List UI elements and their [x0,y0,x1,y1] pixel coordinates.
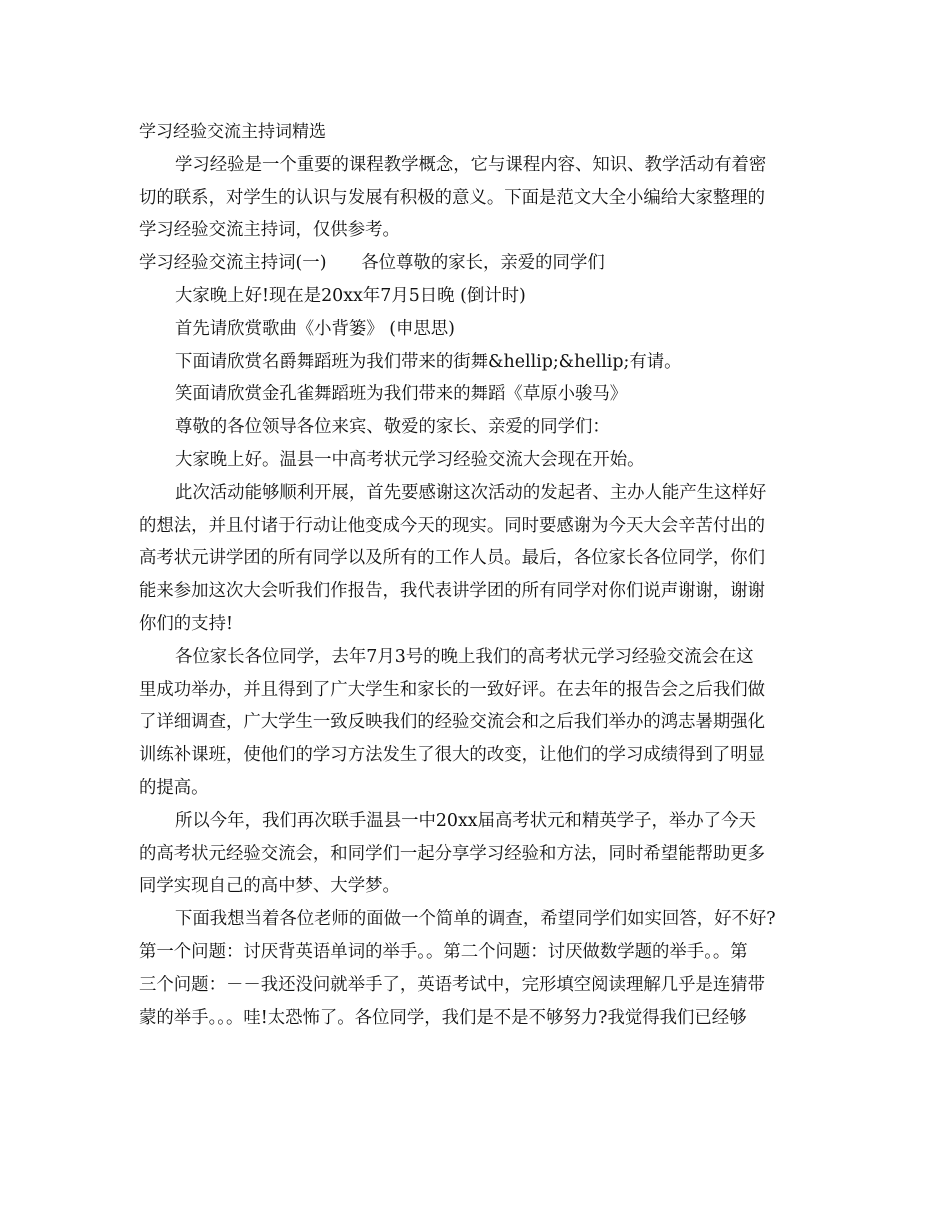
text-line: 各位家长各位同学，去年7月3号的晚上我们的高考状元学习经验交流会在这 [175,646,754,667]
text-line: 第一个问题：讨厌背英语单词的举手。。第二个问题：讨厌做数学题的举手。。第 [139,941,748,962]
text-line: 切的联系，对学生的认识与发展有积极的意义。下面是范文大全小编给大家整理的 [139,187,766,208]
document-title: 学习经验交流主持词精选 [139,122,326,142]
text-line: 大家晚上好!现在是20xx年7月5日晚 (倒计时) [175,285,526,306]
text-line: 里成功举办，并且得到了广大学生和家长的一致好评。在去年的报告会之后我们做 [139,679,766,700]
text-line: 蒙的举手。。。哇!太恐怖了。各位同学，我们是不是不够努力?我觉得我们已经够 [139,1007,747,1028]
text-line: 尊敬的各位领导各位来宾、敬爱的家长、亲爱的同学们： [175,417,610,438]
text-line: 的提高。 [139,777,209,798]
text-line: 高考状元讲学团的所有同学以及所有的工作人员。最后，各位家长各位同学，你们 [139,548,766,569]
text-line: 学习经验交流主持词(一) 各位尊敬的家长，亲爱的同学们 [139,253,605,274]
text-line: 训练补课班，使他们的学习方法发生了很大的改变，让他们的学习成绩得到了明显 [139,745,766,766]
text-line: 同学实现自己的高中梦、大学梦。 [139,876,400,897]
text-line: 首先请欣赏歌曲《小背篓》 (申思思) [175,318,455,339]
text-line: 三个问题：－－我还没问就举手了，英语考试中，完形填空阅读理解几乎是连猜带 [139,974,766,995]
text-line: 下面请欣赏名爵舞蹈班为我们带来的街舞&hellip;&hellip;有请。 [175,351,682,372]
text-line: 大家晚上好。温县一中高考状元学习经验交流大会现在开始。 [175,449,645,470]
text-line: 此次活动能够顺利开展，首先要感谢这次活动的发起者、主办人能产生这样好 [175,482,767,503]
text-line: 能来参加这次大会听我们作报告，我代表讲学团的所有同学对你们说声谢谢，谢谢 [139,581,766,602]
text-line: 你们的支持! [139,613,233,634]
text-line: 学习经验交流主持词，仅供参考。 [139,220,400,241]
text-line: 笑面请欣赏金孔雀舞蹈班为我们带来的舞蹈《草原小骏马》 [175,384,628,405]
text-line: 的想法，并且付诸于行动让他变成今天的现实。同时要感谢为今天大会辛苦付出的 [139,515,766,536]
text-line: 学习经验是一个重要的课程教学概念，它与课程内容、知识、教学活动有着密 [175,154,767,175]
text-line: 所以今年，我们再次联手温县一中20xx届高考状元和精英学子，举办了今天 [175,810,756,831]
document-body [139,116,815,1034]
text-line: 的高考状元经验交流会，和同学们一起分享学习经验和方法，同时希望能帮助更多 [139,843,766,864]
text-line: 了详细调查，广大学生一致反映我们的经验交流会和之后我们举办的鸿志暑期强化 [139,712,766,733]
text-line: 下面我想当着各位老师的面做一个简单的调查，希望同学们如实回答，好不好? [175,909,776,930]
